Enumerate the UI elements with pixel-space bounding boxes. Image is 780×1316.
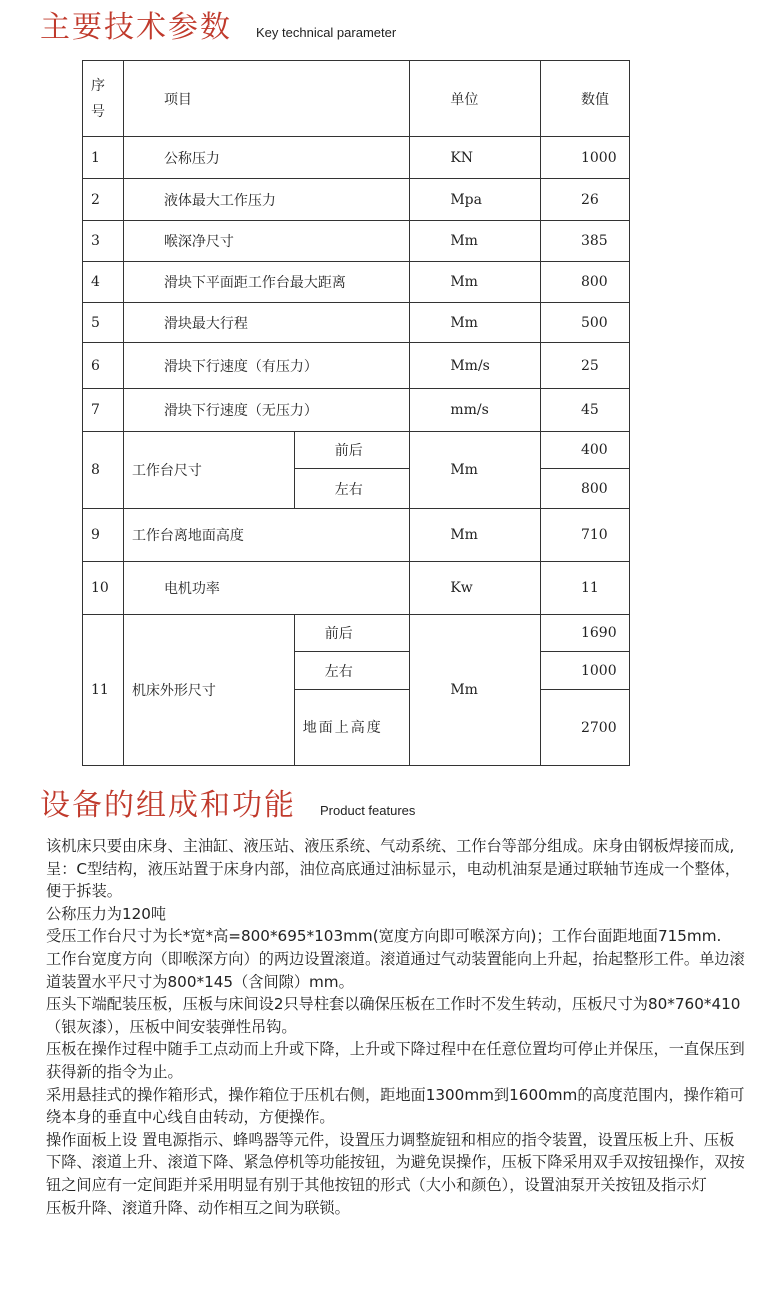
paragraph: 公称压力为120吨 — [46, 904, 167, 923]
row-item: 滑块下行速度（无压力） — [123, 389, 409, 432]
row-item: 液体最大工作压力 — [123, 179, 409, 221]
row-unit: mm/s — [410, 389, 541, 432]
paragraph: 压头下端配装压板，压板与床间设2只导柱套以确保压板在工作时不发生转动，压板尺寸为80*760*410（银灰漆），压板中间安装弹性吊钩。 — [46, 995, 741, 1036]
paragraph: 采用悬挂式的操作箱形式，操作箱位于压机右侧，距地面1300mm到1600mm的高度范围内，操作箱可绕本身的垂直中心线自由转动，方便操作。 — [46, 1085, 745, 1127]
table-header-row — [83, 61, 630, 137]
row-seq: 5 — [83, 303, 124, 343]
section-header-parameters — [40, 2, 396, 46]
row-sub-label: 左右 — [294, 652, 410, 690]
row-item: 公称压力 — [123, 137, 409, 179]
row-seq: 10 — [83, 562, 124, 615]
paragraph: 压板在操作过程中随手工点动而上升或下降，上升或下降过程中在任意位置均可停止并保压，一直保压到获得新的指令为止。 — [46, 1040, 745, 1081]
row-value: 45 — [540, 389, 629, 432]
paragraph: 该机床只要由床身、主油缸、液压站、液压系统、气动系统、工作台等部分组成。床身由钢板焊接而成,呈：C型结构，液压站置于床身内部，油位高底通过油标显示，电动机油泵是通过联轴节连成一个整体，便于拆装。 — [46, 837, 741, 901]
section-subtitle: Product features — [320, 803, 416, 818]
row-item: 电机功率 — [123, 562, 409, 615]
table-row — [83, 303, 630, 343]
header-value: 数值 — [540, 61, 629, 137]
row-unit: Mm — [410, 303, 541, 343]
row-item: 喉深净尺寸 — [123, 221, 409, 262]
table-row — [83, 343, 630, 389]
header-seq: 序号 — [83, 61, 124, 137]
row-sub-label: 前后 — [294, 432, 410, 469]
row-value: 710 — [540, 509, 629, 562]
table-row — [83, 509, 630, 562]
row-sub-label: 地面上高度 — [294, 690, 410, 766]
row-unit: Kw — [410, 562, 541, 615]
section-title: 设备的组成和功能 — [40, 788, 296, 823]
row-value: 26 — [540, 179, 629, 221]
row-seq: 7 — [83, 389, 124, 432]
features-description — [46, 835, 746, 1219]
row-unit: Mm — [410, 432, 541, 509]
row-sub-value: 400 — [540, 432, 629, 469]
row-item: 滑块最大行程 — [123, 303, 409, 343]
row-sub-value: 1690 — [540, 615, 629, 652]
row-value: 11 — [540, 562, 629, 615]
row-seq: 2 — [83, 179, 124, 221]
section-subtitle: Key technical parameter — [256, 25, 397, 40]
paragraph: 受压工作台尺寸为长*宽*高=800*695*103mm(宽度方向即可喉深方向)；工作台面距地面715mm. — [46, 927, 722, 946]
row-seq: 3 — [83, 221, 124, 262]
row-seq: 8 — [83, 432, 124, 509]
row-seq: 4 — [83, 262, 124, 303]
row-sub-value: 1000 — [540, 652, 629, 690]
row-seq: 6 — [83, 343, 124, 389]
row-item: 工作台尺寸 — [123, 432, 294, 509]
row-value: 500 — [540, 303, 629, 343]
row-sub-label: 左右 — [294, 469, 410, 509]
table-row — [83, 221, 630, 262]
row-sub-value: 800 — [540, 469, 629, 509]
parameter-table — [82, 60, 630, 766]
table-row — [83, 389, 630, 432]
table-row — [83, 562, 630, 615]
row-sub-value: 2700 — [540, 690, 629, 766]
row-value: 25 — [540, 343, 629, 389]
row-unit: Mm — [410, 221, 541, 262]
table-row — [83, 137, 630, 179]
paragraph: 操作面板上设 置电源指示、蜂鸣器等元件，设置压力调整旋钮和相应的指令装置，设置压板上升、压板下降、滚道上升、滚道下降、紧急停机等功能按钮，为避免误操作，压板下降采用双手双按钮操作，双按钮之间应有一定间距并采用明显有别于其他按钮的形式（大小和颜色），设置油泵开关按钮及指示灯 — [46, 1130, 745, 1194]
table-row — [83, 432, 630, 469]
row-unit: Mm — [410, 509, 541, 562]
row-item: 滑块下行速度（有压力） — [123, 343, 409, 389]
table-row — [83, 179, 630, 221]
row-seq: 11 — [83, 615, 124, 766]
row-unit: Mm — [410, 615, 541, 766]
row-value: 1000 — [540, 137, 629, 179]
row-seq: 1 — [83, 137, 124, 179]
header-unit: 单位 — [410, 61, 541, 137]
section-title: 主要技术参数 — [40, 10, 232, 45]
row-unit: Mm — [410, 262, 541, 303]
row-value: 385 — [540, 221, 629, 262]
row-item: 滑块下平面距工作台最大距离 — [123, 262, 409, 303]
row-sub-label: 前后 — [294, 615, 410, 652]
row-unit: Mm/s — [410, 343, 541, 389]
row-unit: KN — [410, 137, 541, 179]
paragraph: 压板升降、滚道升降、动作相互之间为联锁。 — [46, 1198, 350, 1217]
row-seq: 9 — [83, 509, 124, 562]
row-value: 800 — [540, 262, 629, 303]
table-row — [83, 615, 630, 652]
header-item: 项目 — [123, 61, 409, 137]
section-header-features — [40, 780, 415, 824]
table-row — [83, 262, 630, 303]
paragraph: 工作台宽度方向（即喉深方向）的两边设置滚道。滚道通过气动装置能向上升起，抬起整形工件。单边滚道装置水平尺寸为800*145（含间隙）mm。 — [46, 949, 745, 991]
row-item: 工作台离地面高度 — [123, 509, 409, 562]
row-item: 机床外形尺寸 — [123, 615, 294, 766]
row-unit: Mpa — [410, 179, 541, 221]
